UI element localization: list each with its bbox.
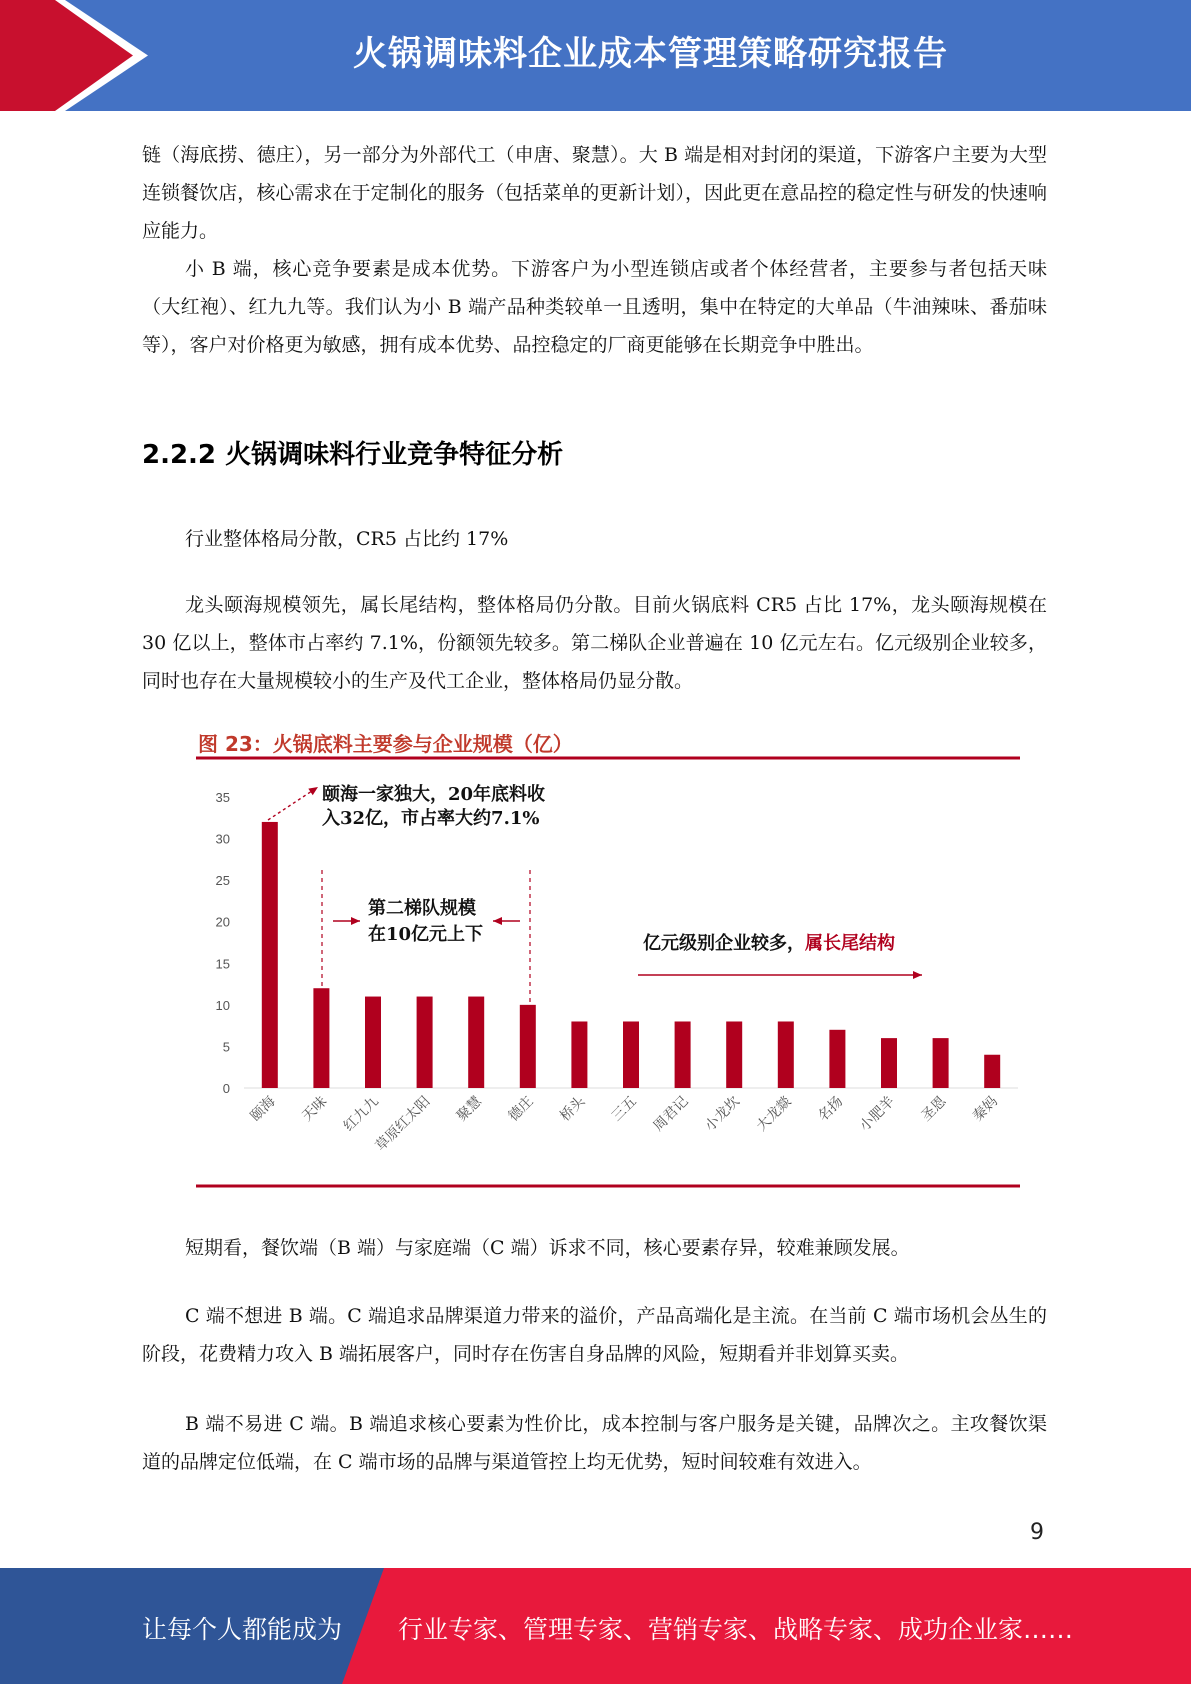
bar: [623, 1021, 639, 1088]
bar: [417, 997, 433, 1088]
x-tick-label: 小肥羊: [856, 1093, 898, 1135]
page-number: 9: [1030, 1520, 1044, 1545]
x-tick-label: 名扬: [815, 1093, 847, 1125]
x-tick-label: 天味: [299, 1093, 331, 1125]
bar: [881, 1038, 897, 1088]
paragraph-industry-cr5: 行业整体格局分散，CR5 占比约 17%: [185, 528, 509, 550]
bar: [829, 1030, 845, 1088]
x-tick-label: 小龙坎: [702, 1093, 744, 1135]
y-tick-label: 15: [215, 956, 230, 972]
y-tick-label: 5: [222, 1039, 230, 1055]
paragraph-small-b-channel: 小 B 端，核心竞争要素是成本优势。下游客户为小型连锁店或者个体经营者，主要参与者包括天味（大红袍）、红九九等。我们认为小 B 端产品种类较单一且透明，集中在特定的大单品（牛油辣味、番茄味等），客户对价格更为敏感，拥有成本优势、品控稳定的厂商更能够在长期竞争中胜出。: [142, 258, 1047, 356]
bar: [933, 1038, 949, 1088]
x-tick-label: 草原红太阳: [372, 1093, 434, 1155]
section-heading: 2.2.2 火锅调味料行业竞争特征分析: [142, 440, 564, 470]
annotation-longtail: [643, 932, 895, 954]
bar: [520, 1005, 536, 1088]
bar: [675, 1021, 691, 1088]
y-tick-label: 30: [215, 831, 230, 847]
x-tick-label: 颐海: [247, 1093, 279, 1125]
y-tick-label: 20: [215, 914, 230, 930]
x-tick-label: 桥头: [557, 1093, 589, 1125]
x-tick-label: 三五: [608, 1093, 640, 1125]
footer-slogan-left: 让每个人都能成为: [142, 1615, 343, 1644]
bar: [984, 1055, 1000, 1088]
bar: [778, 1021, 794, 1088]
y-tick-label: 10: [215, 997, 230, 1013]
annotation-leader-line1: 颐海一家独大，20年底料收: [322, 784, 546, 805]
x-tick-label: 大龙燚: [753, 1093, 795, 1135]
x-tick-label: 德庄: [505, 1093, 537, 1125]
footer-slogan-right: 行业专家、管理专家、营销专家、战略专家、成功企业家……: [398, 1615, 1074, 1644]
y-tick-label: 0: [222, 1081, 230, 1096]
paragraph-b-to-c: B 端不易进 C 端。B 端追求核心要素为性价比，成本控制与客户服务是关键，品牌次之。主攻餐饮渠道的品牌定位低端，在 C 端市场的品牌与渠道管控上均无优势，短时间较难有效进入。: [142, 1413, 1047, 1473]
report-title: 火锅调味料企业成本管理策略研究报告: [353, 34, 948, 74]
annotation-longtail-prefix: 亿元级别企业较多，: [643, 933, 805, 954]
y-tick-label: 25: [215, 873, 230, 889]
paragraph-c-to-b: C 端不想进 B 端。C 端追求品牌渠道力带来的溢价，产品高端化是主流。在当前 C 端市场机会丛生的阶段，花费精力攻入 B 端拓展客户，同时存在伤害自身品牌的风险，短期看并非划算买卖。: [142, 1305, 1047, 1365]
x-tick-label: 聚慧: [453, 1093, 486, 1125]
bar: [726, 1021, 742, 1088]
paragraph-big-b-channel: 链（海底捞、德庄），另一部分为外部代工（申唐、聚慧）。大 B 端是相对封闭的渠道，下游客户主要为大型连锁餐饮店，核心需求在于定制化的服务（包括菜单的更新计划），因此更在意品控的稳定性与研发的快速响应能力。: [142, 144, 1047, 242]
paragraph-leader-yihai: 龙头颐海规模领先，属长尾结构，整体格局仍分散。目前火锅底料 CR5 占比 17%，龙头颐海规模在 30 亿以上，整体市占率约 7.1%，份额领先较多。第二梯队企业普遍在 10 亿元左右。亿元级别企业较多，同时也存在大量规模较小的生产及代工企业，整体格局仍显分散。: [142, 594, 1047, 692]
annotation-leader-line2: 入32亿，市占率大约7.1%: [322, 808, 540, 829]
x-tick-label: 圣恩: [918, 1093, 950, 1125]
x-tick-label: 秦妈: [969, 1093, 1002, 1125]
bar: [262, 822, 278, 1088]
y-tick-label: 35: [215, 790, 230, 805]
paragraph-short-term: 短期看，餐饮端（B 端）与家庭端（C 端）诉求不同，核心要素存异，较难兼顾发展。: [185, 1237, 910, 1259]
bar: [313, 988, 329, 1088]
bar: [365, 997, 381, 1088]
annotation-tier2-line1: 第二梯队规模: [368, 898, 476, 919]
annotation-tier2-line2: 在10亿元上下: [368, 924, 484, 945]
bar: [468, 997, 484, 1088]
bar: [571, 1021, 587, 1088]
leader-arrow: [268, 787, 318, 820]
annotation-longtail-highlight: 属长尾结构: [805, 933, 895, 954]
x-tick-label: 红九九: [340, 1093, 382, 1135]
x-tick-label: 周君记: [650, 1093, 692, 1135]
figure-title: 图 23：火锅底料主要参与企业规模（亿）: [198, 732, 573, 756]
